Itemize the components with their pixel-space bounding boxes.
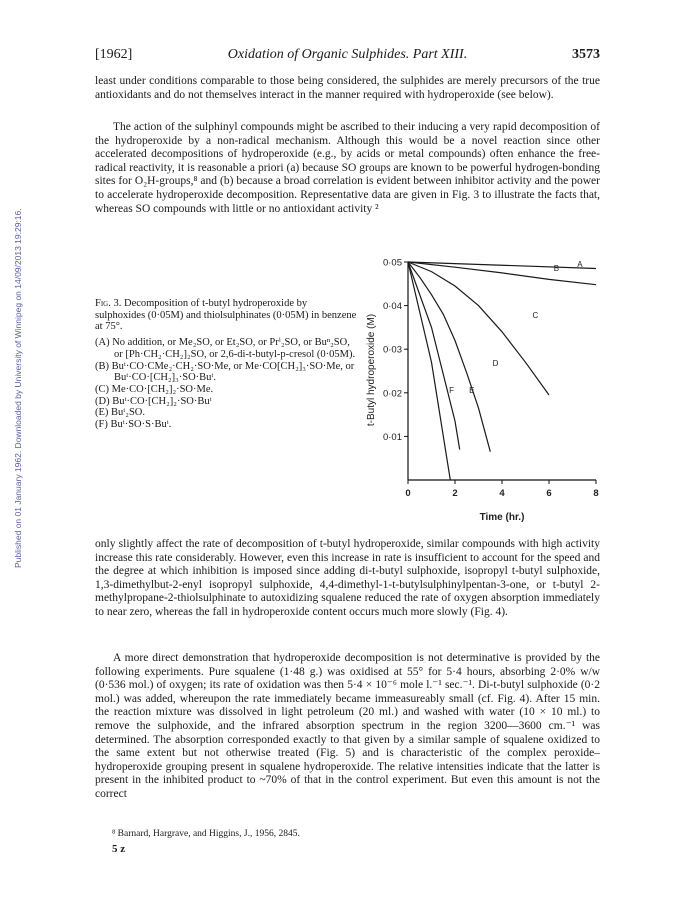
caption-legend-list — [95, 337, 357, 431]
caption-item-c: (C) Me·CO·[CH₂]₂·SO·Me. — [95, 383, 214, 395]
paragraph-1: least under conditions comparable to those being considered, the sulphides are merely precursors of the true antioxidants and do not themselves interact in the manner required with hydroperoxide (see below). — [95, 75, 600, 101]
paragraph-3: only slightly affect the rate of decomposition of t-butyl hydroperoxide, similar compounds with high activity increase this rate considerably. However, even this increase in rate is insufficient to account for the speed and the degree at which inhibition is imposed since adding di-t-butyl sulphoxide, isopropyl t-butyl sulphoxide, 1,3-dimethylbut-2-enyl isopropyl sulphoxide, 4,4-dimethyl-1-t-butylsulphinylpentan-3-one, or t-butyl 2-methylpropane-2-thiolsulphinate to autoxidizing squalene reduced the rate of oxygen absorption immediately to near zero, whereas the fall in hydroperoxide content occurs much more slowly (Fig. 4). — [95, 538, 600, 618]
x-tick-label: 0 — [405, 488, 411, 499]
signature-mark: 5 z — [112, 843, 126, 855]
caption-item-b: (B) Buᵗ·CO·CMe₂·CH₂·SO·Me, or Me·CO[CH₂]₃·SO·Me, or Buᵗ·CO·[CH₂]₃·SO·Buᵗ. — [95, 360, 355, 384]
header-year: [1962] — [95, 47, 133, 62]
header-page-number: 3573 — [572, 47, 600, 62]
caption-title — [95, 298, 357, 333]
figure-3-caption — [95, 298, 357, 431]
series-label-c: C — [532, 310, 539, 320]
series-line-f — [408, 262, 450, 480]
series-label-d: D — [492, 358, 499, 368]
footnote: ⁸ Barnard, Hargrave, and Higgins, J., 1956, 2845. — [112, 829, 300, 839]
series-label-e: E — [469, 385, 475, 395]
paragraph-2: The action of the sulphinyl compounds might be ascribed to their inducing a very rapid decomposition of the hydroperoxide by a non-radical mechanism. Although this would be a novel reaction since other accelerated decompositions of hydroperoxide (e.g., by acids or metal compounds) often enhance the free-radical reactivity, it is reasonable a priori (a) because SO groups are known to be powerful hydrogen-bonding sites for O₂H-groups,⁸ and (b) because a broad correlation is evident between inhibitor activity and the power to accelerate hydroperoxide decomposition. Representative data are given in Fig. 3 to illustrate the facts that, whereas SO compounds with little or no antioxidant activity ² — [95, 121, 600, 215]
series-label-f: F — [449, 385, 455, 395]
download-side-note-text: Published on 01 January 1962. Downloaded by University of Winnipeg on 14/09/2013 19:29:16. — [13, 208, 23, 568]
y-tick-label: 0·02 — [382, 388, 402, 400]
series-label-b: B — [553, 264, 560, 274]
series-line-e — [408, 262, 460, 450]
x-axis-label: Time (hr.) — [479, 512, 525, 523]
caption-text: Decomposition of t-butyl hydroperoxide by sulphoxides (0·05M) and thiolsulphinates (0·05M) in benzene at 75°. — [95, 298, 357, 333]
caption-item-d: (D) Buᵗ·CO·[CH₂]₂·SO·Buᵗ — [95, 395, 212, 407]
y-tick-label: 0·04 — [382, 301, 402, 313]
caption-label: Fig. 3. — [95, 298, 122, 309]
x-tick-label: 8 — [593, 488, 599, 499]
series-label-a: A — [577, 260, 583, 270]
paragraph-4: A more direct demonstration that hydroperoxide decomposition is not determinative is provided by the following experiments. Pure squalene (1·48 g.) was oxidised at 55° for 5·4 hours, absorbing 2·0% w/w (0·536 mol.) of oxygen; its rate of oxidation was then 5·4 × 10⁻⁶ mole l.⁻¹ sec.⁻¹. Di-t-butyl sulphoxide (0·2 mol.) was added, whereupon the rate immediately became immeasureably small (cf. Fig. 4). After 15 min. the reaction mixture was dissolved in light petroleum (20 ml.) and washed with water (10 × 10 ml.) to remove the sulphoxide, and the infrared absorption spectrum in the region 3200—3600 cm.⁻¹ was determined. The absorption corresponded exactly to that given by a similar sample of squalene oxidized to the same extent but not otherwise treated (Fig. 5) and is characteristic of the complex peroxide–hydroperoxide grouping present in squalene hydroperoxide. The relative intensities indicate that the latter is present in the inhibited product to ~70% of that in the control experiment. But even this amount is not the correct — [95, 652, 600, 800]
y-axis-label: t-Butyl hydroperoxide (M) — [366, 313, 377, 427]
caption-item-f: (F) Buᵗ·SO·S·Buᵗ. — [95, 419, 172, 431]
series-line-c — [408, 262, 549, 395]
series-line-d — [408, 262, 490, 452]
header-title: Oxidation of Organic Sulphides. Part XIII. — [227, 47, 468, 62]
x-tick-label: 6 — [546, 488, 552, 499]
caption-item-a: (A) No addition, or Me₂SO, or Et₂SO, or Prⁱ₂SO, or Buⁿ₂SO, or [Ph·CH₂·CH₂]₂SO, or 2,6-di-t-butyl-p-cresol (0·05M). — [95, 337, 356, 360]
download-side-note — [2, 130, 23, 570]
y-tick-label: 0·05 — [382, 257, 402, 269]
caption-item-e: (E) Buᵗ₂SO. — [95, 407, 146, 419]
x-tick-label: 2 — [452, 488, 458, 499]
y-tick-label: 0·01 — [382, 431, 402, 443]
chart-series — [408, 260, 596, 480]
x-tick-label: 4 — [499, 488, 505, 499]
y-tick-label: 0·03 — [382, 344, 402, 356]
running-header — [95, 47, 600, 67]
figure-3-chart — [362, 250, 612, 535]
chart-axes — [408, 262, 596, 480]
